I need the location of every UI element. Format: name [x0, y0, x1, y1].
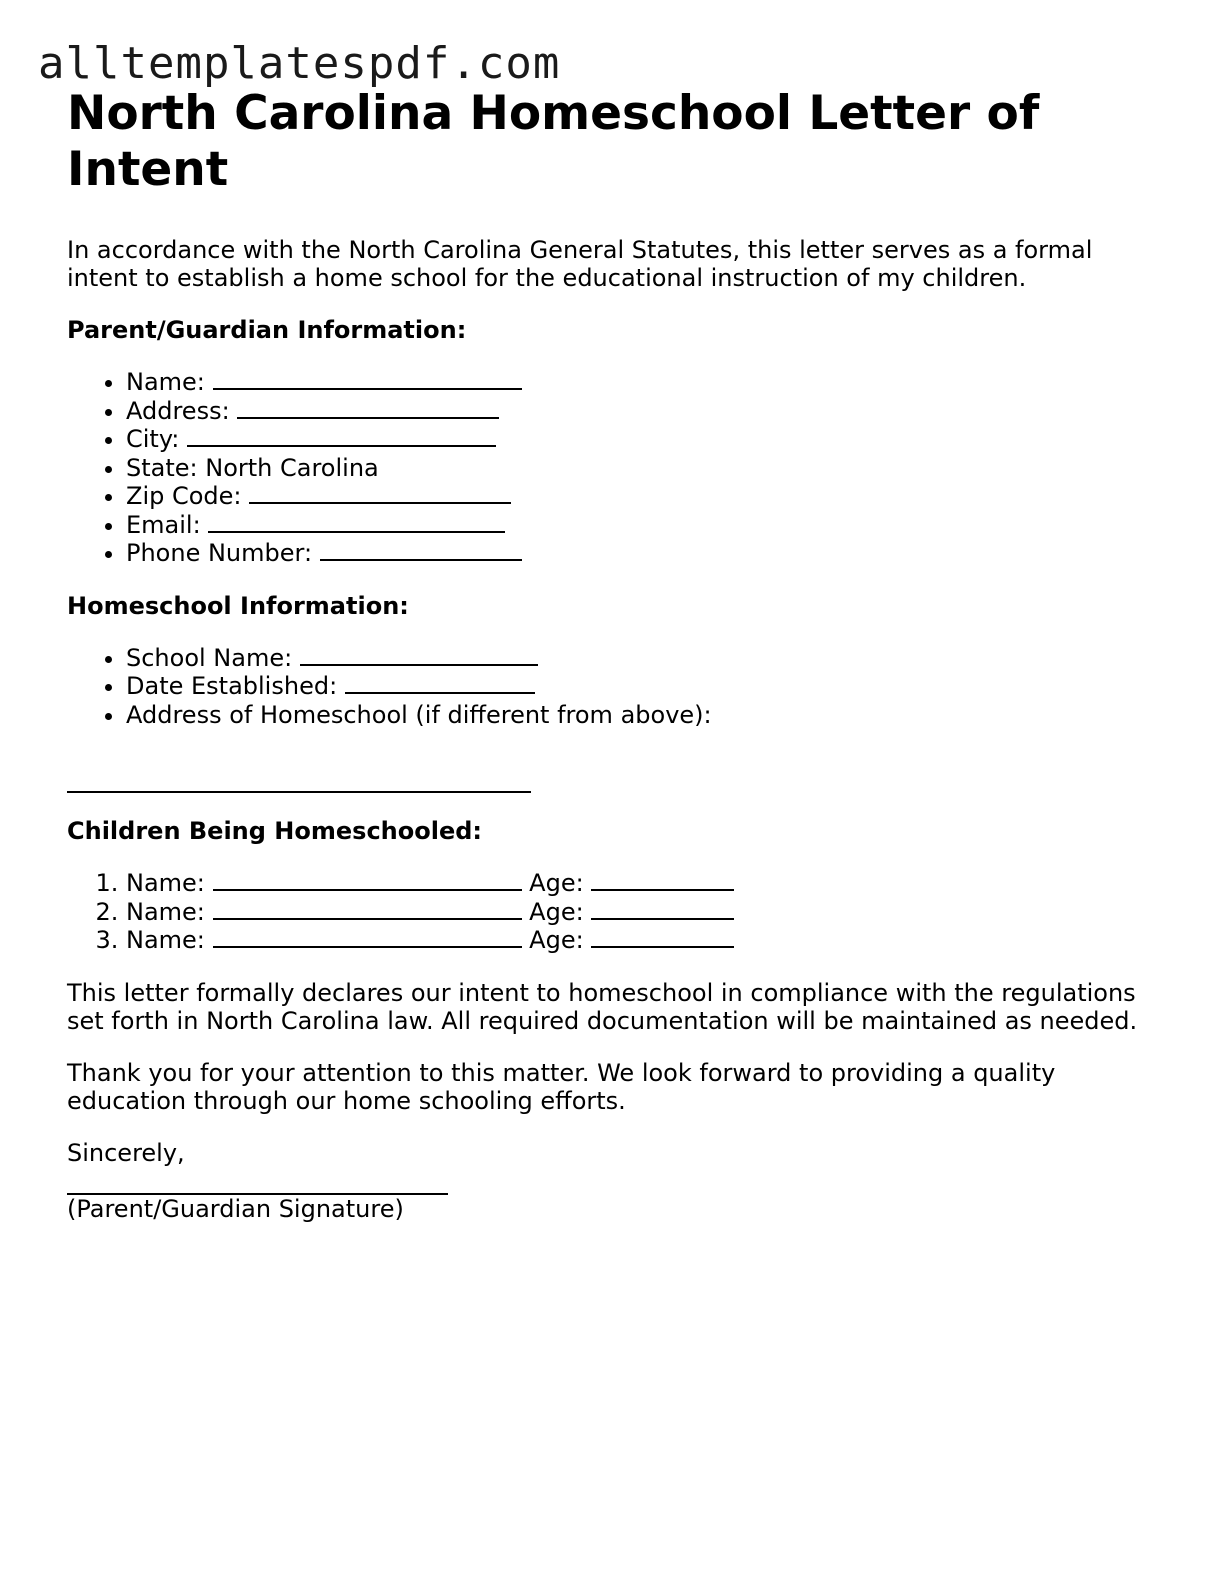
- field-label: City:: [126, 425, 180, 453]
- parent-address-item: [126, 397, 1157, 426]
- field-label: Zip Code:: [126, 482, 242, 510]
- field-label: Email:: [126, 510, 201, 539]
- declaration-paragraph: This letter formally declares our intent to homeschool in compliance with the regulations set forth in North Carolina law. All required documentation will be maintained as needed.: [67, 978, 1138, 1035]
- child-entry: [126, 869, 1157, 898]
- parent-state-item: [126, 454, 1157, 483]
- field-label: School Name:: [126, 643, 293, 672]
- thanks-paragraph: Thank you for your attention to this matter. We look forward to providing a quality education through our home schooling efforts.: [67, 1058, 1056, 1115]
- field-label: Name:: [126, 368, 205, 396]
- children-list: [67, 869, 1157, 955]
- parent-info-list: [67, 368, 1157, 568]
- field-label: Address of Homeschool (if different from above):: [126, 700, 712, 729]
- parent-phone-item: [126, 539, 1157, 568]
- parent-email-field[interactable]: [208, 511, 505, 533]
- field-label: Date Established:: [126, 672, 338, 700]
- child-age-field[interactable]: [591, 869, 734, 891]
- child-age-label: Age:: [529, 926, 584, 954]
- parent-address-field[interactable]: [237, 397, 499, 419]
- child-name-label: Name:: [126, 869, 205, 897]
- date-established-item: [126, 672, 1157, 701]
- field-label: Phone Number:: [126, 539, 313, 567]
- homeschool-info-list: [67, 644, 1157, 730]
- field-label: State: North Carolina: [126, 453, 379, 482]
- intro-paragraph: In accordance with the North Carolina General Statutes, this letter serves as a formal intent to establish a home school for the educational instruction of my children.: [67, 236, 1093, 292]
- parent-name-field[interactable]: [213, 368, 522, 390]
- page-title: North Carolina Homeschool Letter of Intent: [67, 86, 1040, 197]
- field-label: Address:: [126, 396, 230, 425]
- child-name-label: Name:: [126, 926, 205, 954]
- parent-email-item: [126, 511, 1157, 540]
- school-name-item: [126, 644, 1157, 673]
- child-age-label: Age:: [529, 869, 584, 897]
- parent-zip-item: [126, 482, 1157, 511]
- child-name-label: Name:: [126, 897, 205, 926]
- child-name-field[interactable]: [213, 926, 522, 948]
- child-age-label: Age:: [529, 897, 584, 926]
- parent-name-item: [126, 368, 1157, 397]
- child-age-field[interactable]: [591, 898, 734, 920]
- parent-zip-field[interactable]: [249, 482, 511, 504]
- child-entry: [126, 926, 1157, 955]
- closing-text: Sincerely,: [67, 1138, 185, 1167]
- child-name-field[interactable]: [213, 898, 522, 920]
- homeschool-address-field[interactable]: [67, 765, 531, 793]
- school-name-field[interactable]: [300, 644, 538, 666]
- date-established-field[interactable]: [345, 672, 535, 694]
- homeschool-address-item: [126, 701, 1157, 730]
- parent-city-field[interactable]: [187, 425, 496, 447]
- signature-line[interactable]: [67, 1167, 448, 1195]
- child-name-field[interactable]: [213, 869, 522, 891]
- parent-phone-field[interactable]: [320, 539, 522, 561]
- parent-section-heading: Parent/Guardian Information:: [67, 316, 467, 344]
- child-age-field[interactable]: [591, 926, 734, 948]
- parent-city-item: [126, 425, 1157, 454]
- homeschool-section-heading: Homeschool Information:: [67, 591, 409, 620]
- letter-body: [67, 86, 1157, 1223]
- child-entry: [126, 898, 1157, 927]
- watermark: alltemplatespdf.com: [38, 38, 561, 89]
- signature-caption: (Parent/Guardian Signature): [67, 1194, 404, 1223]
- children-section-heading: Children Being Homeschooled:: [67, 817, 483, 845]
